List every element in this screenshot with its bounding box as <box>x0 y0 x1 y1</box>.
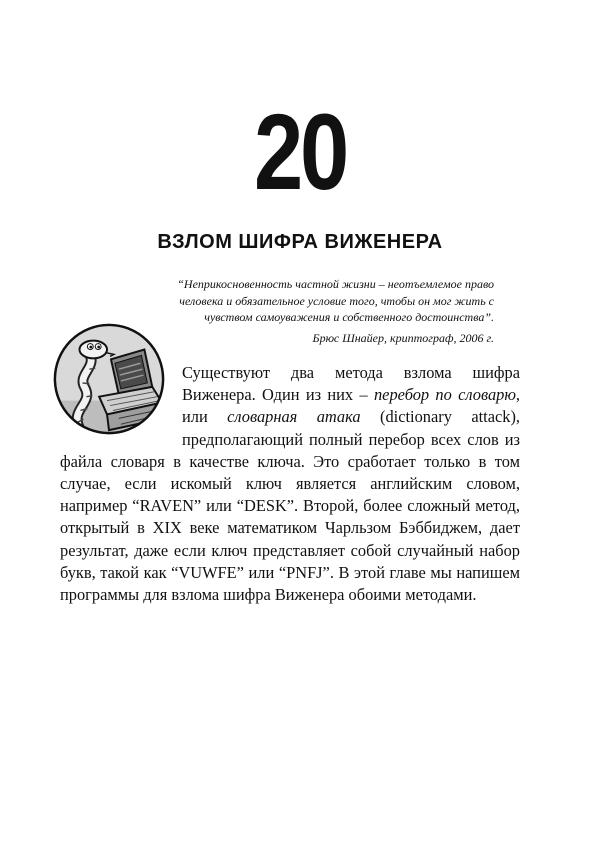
body-text-part-3: (dictionary attack), предполагающий полный перебор всех слов из файла словаря в качестве ключа. Это сработает только в том случае, если искомый ключ является английским словом, например “RAVEN” или “DESK”. Второй, более сложный метод, открытый в XIX веке математиком Чарльзом Бэббиджем, дает результат, даже если ключ представляет собой случайный набор букв, такой как “VUWFE” или “PNFJ”. В этой главе мы напишем программы для взлома шифра Виженера обоими методами. <box>60 407 520 605</box>
epigraph-quote-line-2: человека и обязательное условие того, чтобы он мог жить с <box>179 293 494 308</box>
epigraph-quote-line-1: “Неприкосновенность частной жизни – неотъемлемое право <box>177 277 494 291</box>
chapter-number: 20 <box>254 91 346 212</box>
body-text-part-2: , или <box>182 385 521 427</box>
epigraph-attribution: Брюс Шнайер, криптограф, 2006 г. <box>312 330 494 345</box>
illustration-float-spacer <box>60 362 182 450</box>
body-paragraph <box>60 362 520 606</box>
epigraph-quote-line-3: чувством самоуважения и собственного достоинства”. <box>204 310 494 324</box>
term-dictionary-brute-force: перебор по словарю <box>373 385 516 405</box>
epigraph <box>134 276 494 346</box>
chapter-title: ВЗЛОМ ШИФРА ВИЖЕНЕРА <box>157 231 443 253</box>
term-dictionary-attack: словарная атака <box>227 407 361 427</box>
body-text-part-1: Существуют два метода взлома шифра Виженера. Один из них – <box>182 363 520 405</box>
